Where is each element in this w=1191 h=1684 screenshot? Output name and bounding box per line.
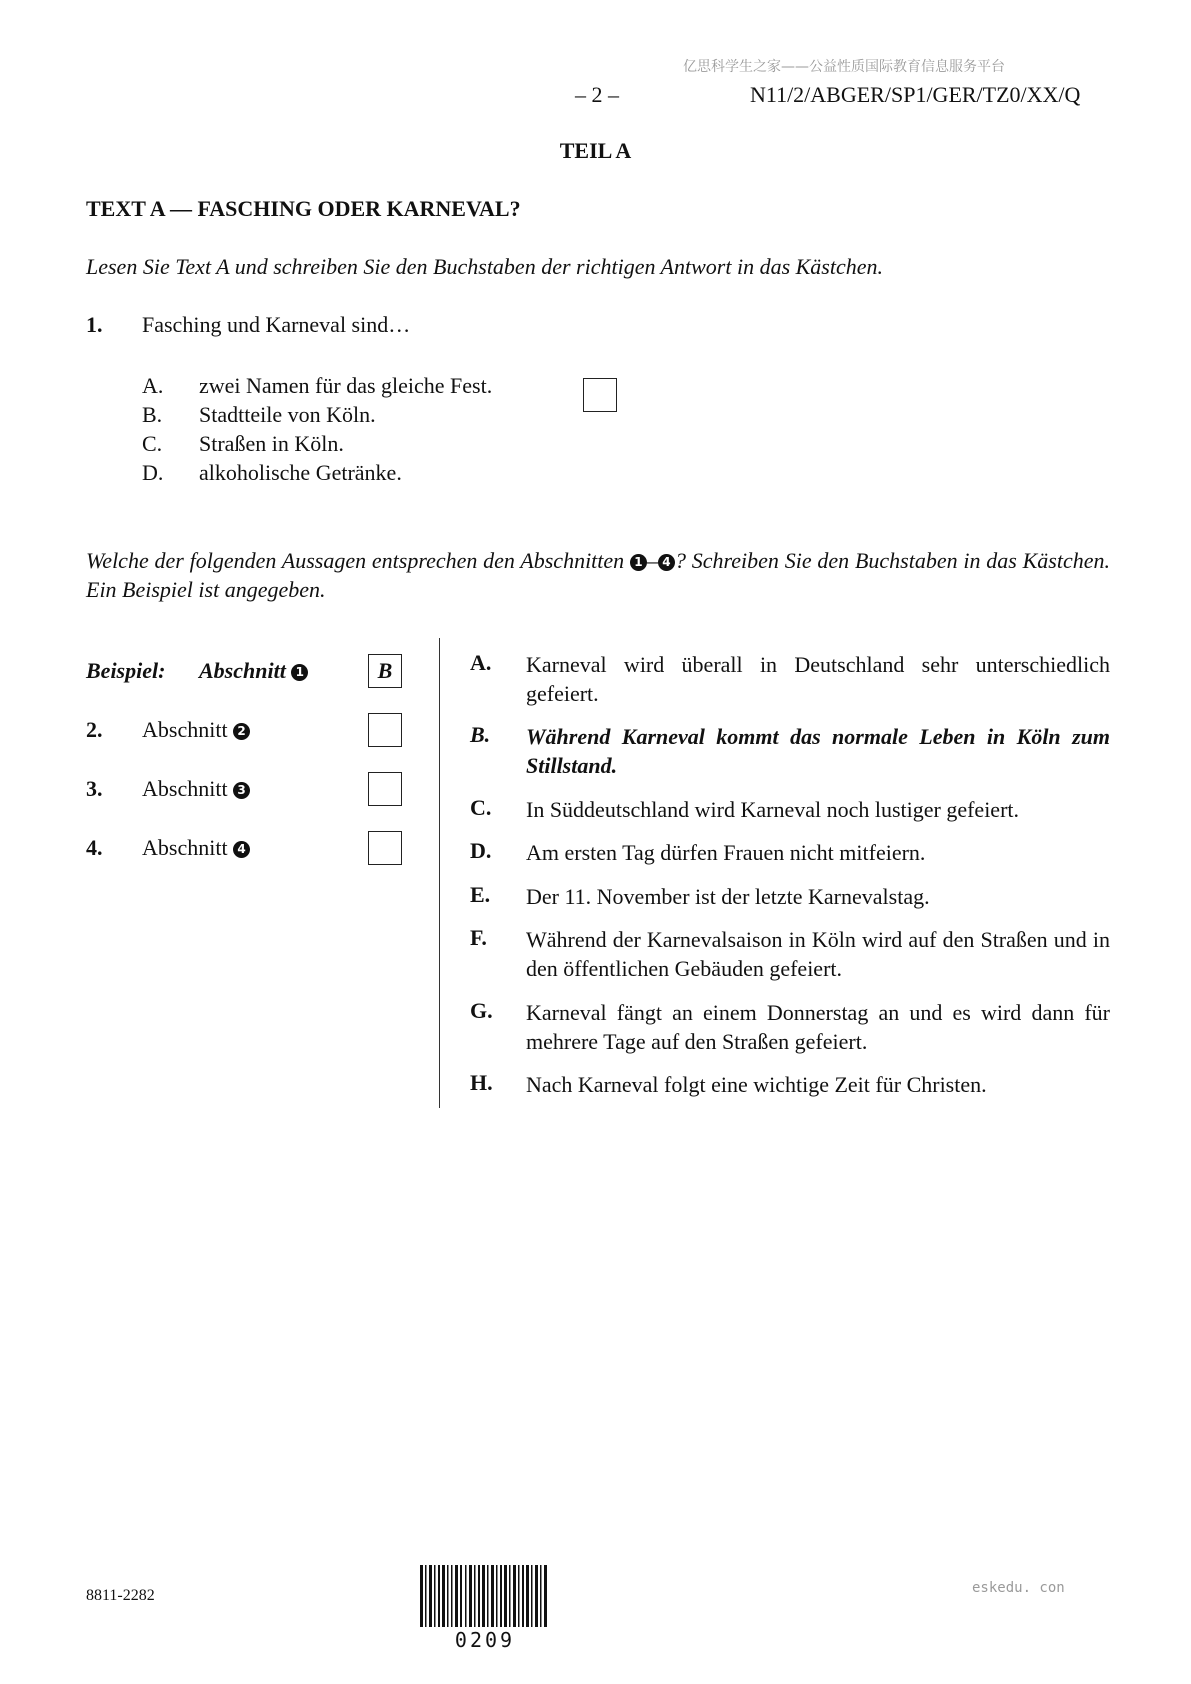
q1-option-text: Stadtteile von Köln. xyxy=(199,402,376,427)
barcode-number: 0209 xyxy=(454,1628,516,1652)
answer-text: Während der Karnevalsaison in Köln wird auf den Straßen und in den öffentlichen Gebäuden gefeiert. xyxy=(526,927,1110,981)
watermark-top: 亿思科学生之家——公益性质国际教育信息服务平台 xyxy=(683,59,1005,75)
q1-option-letter: B. xyxy=(142,402,163,427)
answer-letter: G. xyxy=(470,998,493,1023)
text-title: TEXT A — FASCHING ODER KARNEVAL? xyxy=(86,196,521,221)
document-code: N11/2/ABGER/SP1/GER/TZ0/XX/Q xyxy=(750,82,1081,107)
q1-option-letter: A. xyxy=(142,373,164,398)
example-answer-box: B xyxy=(368,654,402,688)
page-number: – 2 – xyxy=(575,82,619,107)
question-abschnitt: Abschnitt xyxy=(142,835,228,860)
q3-answer-box[interactable] xyxy=(368,772,402,806)
column-divider xyxy=(439,638,440,1108)
answer-text: Karneval wird überall in Deutschland sehr unterschiedlich gefeiert. xyxy=(526,652,1110,706)
q1-option-text: alkoholische Getränke. xyxy=(199,460,402,485)
q1-option-letter: C. xyxy=(142,431,163,456)
circled-4-icon: 4 xyxy=(658,554,675,571)
q1-option-letter: D. xyxy=(142,460,164,485)
answer-text: Nach Karneval folgt eine wichtige Zeit für Christen. xyxy=(526,1072,987,1097)
barcode-icon xyxy=(420,1565,550,1627)
answer-letter: A. xyxy=(470,650,492,675)
watermark-bottom: eskedu. con xyxy=(972,1580,1065,1596)
answer-text: Karneval fängt an einem Donnerstag an und es wird dann für mehrere Tage auf den Straßen gefeiert. xyxy=(526,1000,1110,1054)
example-abschnitt xyxy=(199,658,308,684)
answer-text: Während Karneval kommt das normale Leben in Köln zum Stillstand. xyxy=(526,724,1110,778)
instruction-2 xyxy=(86,546,1110,604)
answer-letter: D. xyxy=(470,838,492,863)
question-number: 4. xyxy=(86,835,103,860)
answer-letter: H. xyxy=(470,1070,493,1095)
question-label xyxy=(142,835,250,861)
example-label: Beispiel: xyxy=(86,658,166,683)
answer-letter: F. xyxy=(470,925,487,950)
answer-letter: E. xyxy=(470,882,491,907)
instruction-2-after: ? Schreiben Sie den Buchstaben in das Kästchen. Ein Beispiel ist angegeben. xyxy=(86,548,1111,602)
question-number: 2. xyxy=(86,717,103,742)
q1-text: Fasching und Karneval sind… xyxy=(142,312,411,337)
q1-answer-box[interactable] xyxy=(583,378,617,412)
answer-text: In Süddeutschland wird Karneval noch lustiger gefeiert. xyxy=(526,797,1020,822)
circled-1-icon: 1 xyxy=(630,554,647,571)
q4-answer-box[interactable] xyxy=(368,831,402,865)
q1-option-text: Straßen in Köln. xyxy=(199,431,344,456)
q1-number: 1. xyxy=(86,312,103,337)
circled-3-icon: 3 xyxy=(233,782,250,799)
q2-answer-box[interactable] xyxy=(368,713,402,747)
question-label xyxy=(142,717,250,743)
q1-option-text: zwei Namen für das gleiche Fest. xyxy=(199,373,493,398)
answer-letter: B. xyxy=(470,722,491,747)
instruction-2-before: Welche der folgenden Aussagen entsprechen den Abschnitten xyxy=(86,548,625,573)
answer-text: Am ersten Tag dürfen Frauen nicht mitfeiern. xyxy=(526,840,926,865)
question-number: 3. xyxy=(86,776,103,801)
footer-code: 8811-2282 xyxy=(86,1587,155,1604)
answer-letter: C. xyxy=(470,795,492,820)
question-label xyxy=(142,776,250,802)
question-abschnitt: Abschnitt xyxy=(142,776,228,801)
instruction-2-dash: – xyxy=(646,548,658,573)
circled-2-icon: 2 xyxy=(233,723,250,740)
instruction-1: Lesen Sie Text A und schreiben Sie den Buchstaben der richtigen Antwort in das Kästchen. xyxy=(86,254,884,279)
circled-4-icon: 4 xyxy=(233,841,250,858)
question-abschnitt: Abschnitt xyxy=(142,717,228,742)
example-abschnitt-label: Abschnitt xyxy=(199,658,286,683)
answer-text: Der 11. November ist der letzte Karnevalstag. xyxy=(526,884,930,909)
section-title: TEIL A xyxy=(559,138,632,163)
circled-1-icon: 1 xyxy=(291,664,308,681)
